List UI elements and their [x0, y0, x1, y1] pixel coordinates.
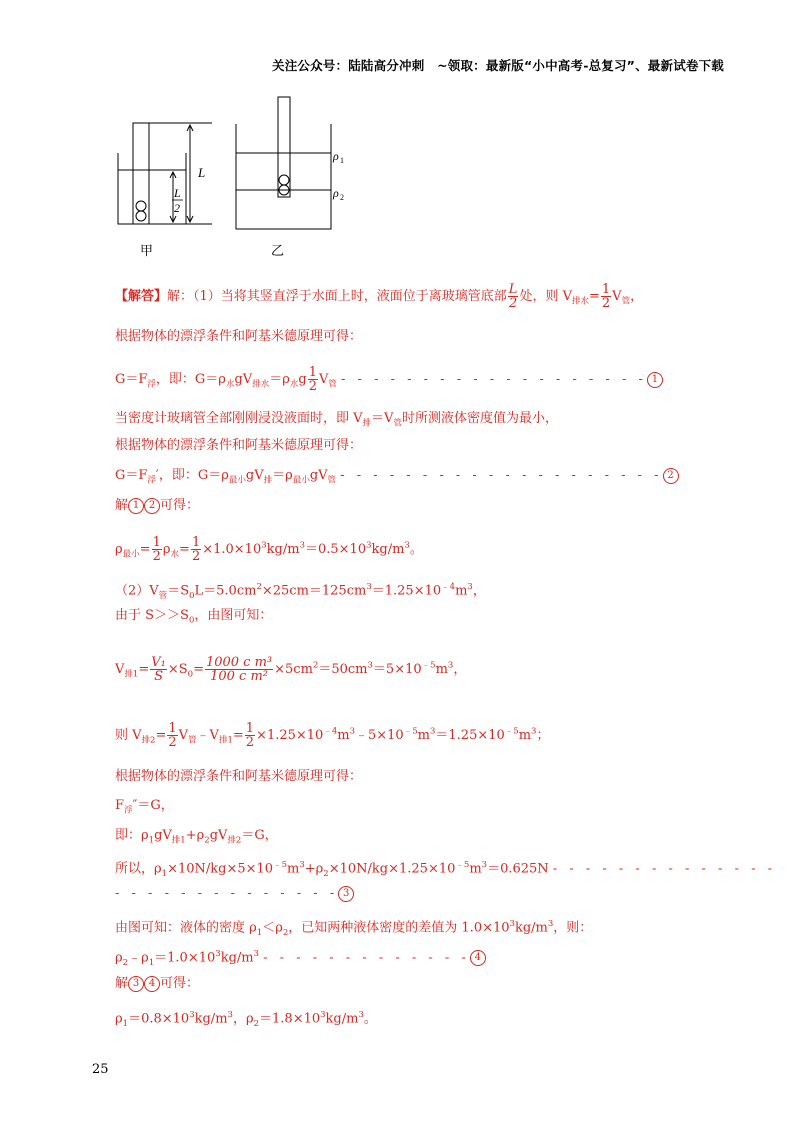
circled-number: 3 [338, 886, 354, 902]
solution-line-21: $\rho_1=0.8\times 10^3kg/m^3$，$\rho_2=1.8\times 10^3kg/m^3$。 [115, 1010, 377, 1029]
solution-line-14: $F_浮''=G$， [115, 798, 174, 816]
ball-jia-1 [136, 201, 146, 211]
svg-text:2: 2 [340, 193, 344, 202]
solution-line-5: 根据物体的漂浮条件和阿基米德原理可得： [115, 438, 363, 453]
ball-jia-2 [136, 211, 146, 221]
label-jia: 甲 [140, 244, 154, 259]
solution-line-6: $G=F_浮'$，即：$G=\rho_{最小}gV_排=\rho_{最小}gV_管$ - - - - - - - - - - - - - - - - - - - - 2 [115, 467, 679, 490]
beaker-yi [236, 124, 331, 229]
solution-line-2: 根据物体的漂浮条件和阿基米德原理可得： [115, 329, 363, 344]
page-number: 25 [92, 1062, 109, 1077]
label-rho2: ρ [333, 186, 339, 200]
solution-line-16: 所以，$\rho_1\times 10N/kg\times 5\times 10^{﹣5}m^3+\rho_2\times 10N/kg\times 1.25\times 10^{﹣5}m^3=0.625N$ - - - - - - - - - - - - - - [115, 860, 777, 879]
figure-yi [236, 97, 331, 229]
label-yi: 乙 [271, 244, 285, 259]
circled-number: 4 [470, 950, 486, 966]
solution-line-11: $V_{排1}=$ $\frac{\text{V₁}}{S}$ $\times S_0=$ $\frac{\text{1000 c m³}}{\text{100 c m²}}$ $\times 5cm^2=50cm^3=5\times 10^{﹣5}m^3$， [115, 655, 467, 684]
ball-yi-1 [279, 175, 289, 185]
solution-line-20: 解 3 4 可得： [115, 976, 200, 991]
solution-line-1: 【解答】解：（1）当将其竖直浮于水面上时，液面位于离玻璃管底部 $\frac{L}{2}$ 处，则 $V_{排水}=$ $\frac{1}{2}$ $V_管$， [115, 282, 644, 311]
solution-line-3: $G=F_浮$，即：$G=\rho_水gV_{排水}=\rho_水g$ $\frac{1}{2}$ $V_管$ - - - - - - - - - - - - - - - - - - - 1 [115, 366, 663, 394]
solution-line-18: 由图可知：液体的密度 $\rho_1<\rho_2$，已知两种液体密度的差值为 $1.0\times 10^3kg/m^3$，则： [115, 919, 593, 938]
page-header: 关注公众号：陆陆高分冲刺 ~领取：最新版“小中高考-总复习”、最新试卷下载 [272, 58, 724, 73]
solution-line-10: 由于 $S>>S_0$，由图可知： [115, 608, 273, 626]
label-L: L [198, 165, 206, 180]
tube-jia [133, 123, 149, 224]
label-rho1: ρ [333, 149, 339, 163]
solution-line-13: 根据物体的漂浮条件和阿基米德原理可得： [115, 769, 363, 784]
circled-number: 1 [647, 372, 663, 388]
solution-line-12: 则 $V_{排2}=$ $\frac{1}{2}$ $V_管﹣V_{排1}=$ $\frac{1}{2}$ $\times 1.25\times 10^{﹣4}m^3﹣5\times 10^{﹣5}m^3=1.25\times 10^{﹣5}m^3$； [115, 721, 550, 750]
svg-text:1: 1 [340, 156, 344, 165]
solution-line-7: 解 1 2 可得： [115, 498, 200, 513]
label-half-num: L [174, 186, 181, 200]
circled-number: 2 [663, 468, 679, 484]
solution-line-8: $\rho_{最小}=$ $\frac{1}{2}$ $\rho_水=$ $\frac{1}{2}$ $\times 1.0\times 10^3kg/m^3=0.5\times 10^3kg/m^3$。 [115, 535, 423, 564]
solution-line-9: $(2)V_管=S_0L=5.0cm^2\times 25cm=125cm^3=1.25\times 10^{﹣4}m^3$， [115, 582, 486, 601]
solution-line-15: 即：$\rho_1gV_{排1}+\rho_2gV_{排2}=G$， [115, 828, 278, 846]
solution-line-19: $\rho_2﹣\rho_1=1.0\times 10^3kg/m^3$ - - - - - - - - - - - - - 4 [115, 945, 486, 972]
solution-line-17: - - - - - - - - - - - - - - 3 [115, 885, 354, 903]
solution-line-4: 当密度计玻璃管全部刚刚浸没液面时，即 $V_排=V_管$时所测液体密度值为最小， [115, 411, 558, 429]
label-half-den: 2 [174, 201, 180, 215]
physics-figure [0, 0, 800, 270]
